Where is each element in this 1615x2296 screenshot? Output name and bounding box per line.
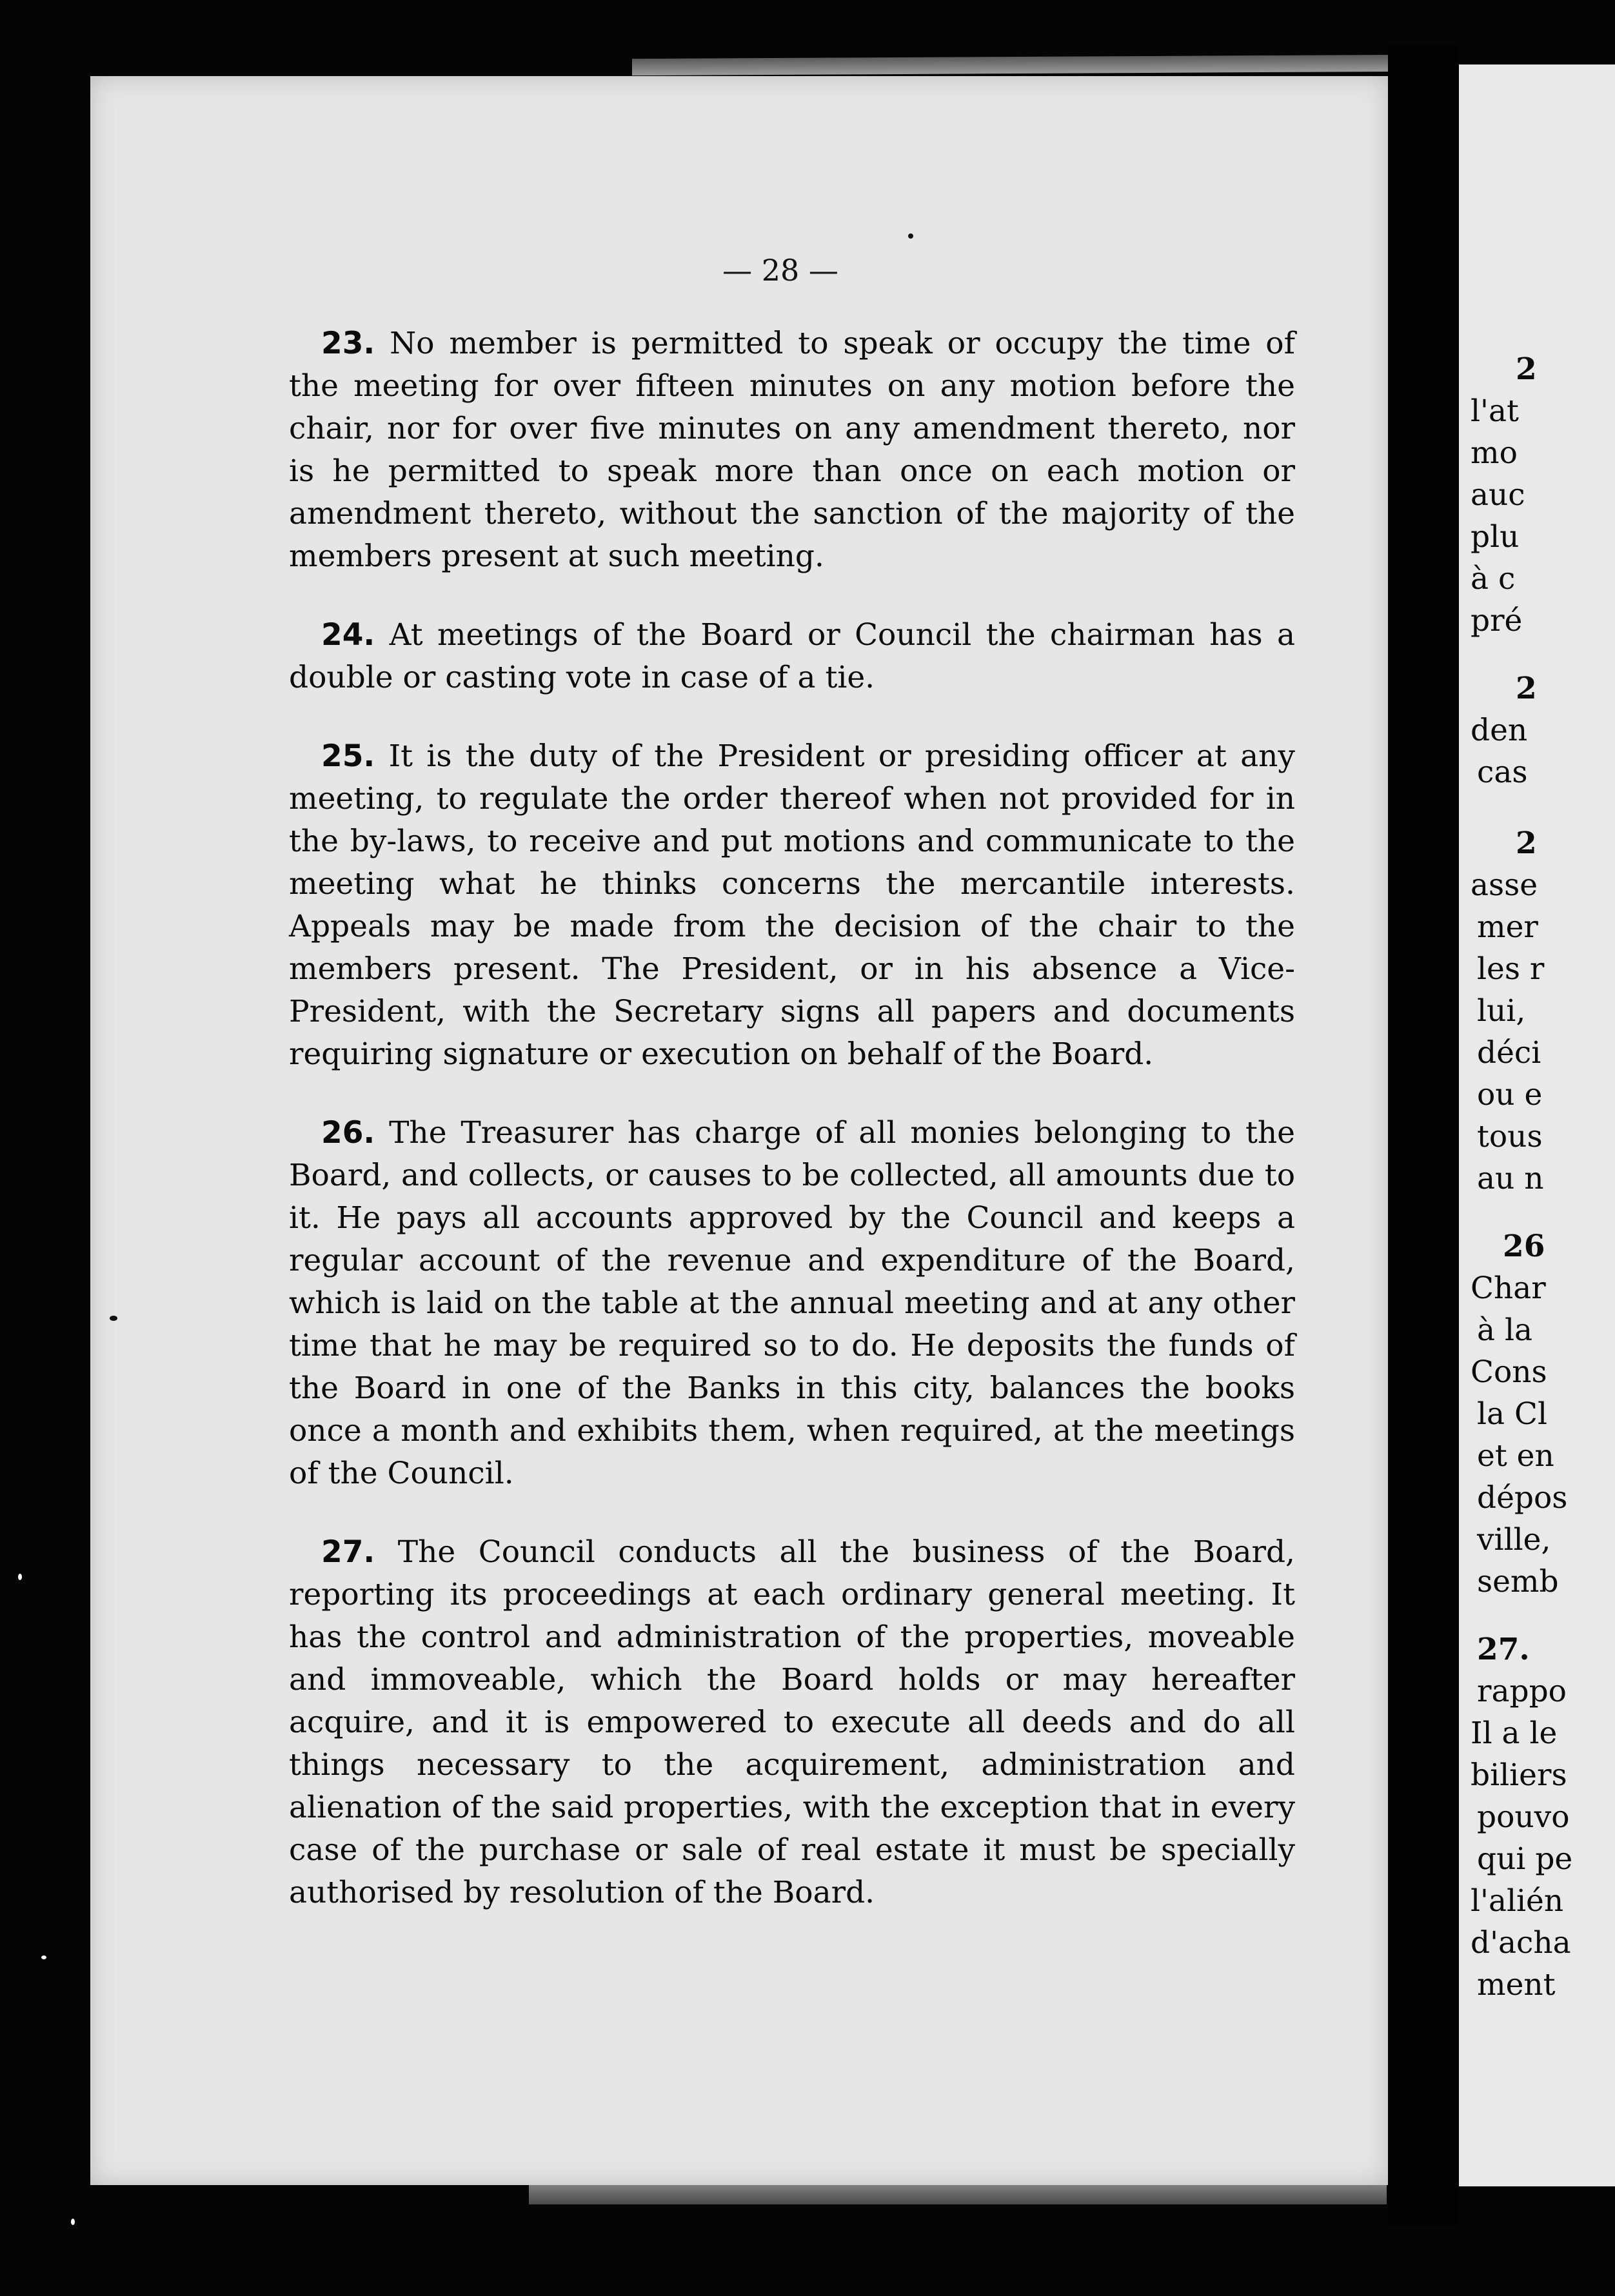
- facing-page-line: Char: [1471, 1271, 1546, 1306]
- paragraph-number: 26.: [321, 1115, 375, 1151]
- facing-page-line: asse: [1471, 867, 1538, 903]
- scan-speck: [110, 1316, 117, 1321]
- paragraph-24: [289, 614, 1295, 699]
- facing-page-line: dépos: [1477, 1480, 1568, 1516]
- facing-page-line: semb: [1477, 1564, 1559, 1599]
- facing-page-line: la Cl: [1477, 1396, 1547, 1432]
- facing-page-line: 26: [1503, 1229, 1545, 1264]
- facing-page-line: à c: [1471, 561, 1516, 597]
- facing-page-line: les r: [1477, 951, 1545, 987]
- paragraph-27: [289, 1531, 1295, 1914]
- paragraph-text: The Council conducts all the business of the Board, reporting its proceedings at each ordinary general meeting. It has the control and administration of the properties, moveable and immoveable, which the Board holds or may hereafter acquire, and it is empowered to execute all deeds and do all things necessary to the acquirement, administration and alienation of the said properties, with the exception that in every case of the purchase or sale of real estate it must be specially authorised by resolution of the Board.: [289, 1534, 1295, 1910]
- paragraph-23: [289, 322, 1295, 578]
- page-number: — 28 —: [722, 253, 838, 288]
- facing-page-line: plu: [1471, 519, 1520, 555]
- facing-page-line: et en: [1477, 1438, 1554, 1474]
- facing-page-line: tous: [1477, 1119, 1543, 1154]
- facing-page-line: mo: [1471, 435, 1518, 471]
- facing-page-line: qui pe: [1477, 1841, 1573, 1877]
- facing-page-line: d'acha: [1471, 1925, 1571, 1961]
- paragraph-number: 25.: [321, 738, 375, 774]
- paragraph-number: 23.: [321, 326, 375, 361]
- facing-page-line: mer: [1477, 909, 1538, 945]
- book-gutter: [1388, 45, 1459, 2225]
- scan-speck: [18, 1574, 22, 1580]
- facing-page-line: pouvo: [1477, 1799, 1570, 1835]
- facing-page-line: pré: [1471, 603, 1523, 638]
- facing-page-line: ou e: [1477, 1077, 1543, 1113]
- facing-page-line: à la: [1477, 1312, 1533, 1348]
- facing-page-line: l'alién: [1471, 1883, 1564, 1919]
- facing-page-line: Il a le: [1471, 1716, 1558, 1751]
- paragraph-text: It is the duty of the President or presiding officer at any meeting, to regulate the order thereof when not provided for in the by-laws, to receive and put motions and communicate to the meeting what he thinks concerns the mercantile interests. Appeals may be made from the decision of the chair to the members present. The President, or in his absence a Vice-President, with the Secretary signs all papers and documents requiring signature or execution on behalf of the Board.: [289, 738, 1295, 1072]
- facing-page-line: ment: [1477, 1967, 1556, 2003]
- paragraph-text: No member is permitted to speak or occupy the time of the meeting for over fifteen minutes on any motion before the chair, nor for over five minutes on any amendment thereto, nor is he permitted to speak more than once on each motion or amendment thereto, without the sanction of the majority of the members present at such meeting.: [289, 326, 1295, 574]
- facing-page-line: rappo: [1477, 1674, 1567, 1709]
- facing-page-line: l'at: [1471, 393, 1519, 429]
- paragraph-text: At meetings of the Board or Council the chairman has a double or casting vote in case of a tie.: [289, 617, 1295, 695]
- scan-speck: [71, 2219, 75, 2225]
- facing-page-line: 27.: [1477, 1632, 1530, 1667]
- facing-page: [1459, 64, 1615, 2186]
- scan-speck: [908, 233, 913, 239]
- facing-page-line: auc: [1471, 477, 1525, 513]
- paragraph-26: [289, 1112, 1295, 1495]
- paragraph-25: [289, 735, 1295, 1076]
- facing-page-line: Cons: [1471, 1354, 1547, 1390]
- facing-page-line: au n: [1477, 1161, 1544, 1196]
- paragraph-number: 27.: [321, 1534, 375, 1570]
- scan-speck: [41, 1955, 46, 1959]
- facing-page-line: den: [1471, 713, 1528, 748]
- body-text: [289, 322, 1295, 1950]
- facing-page-line: lui,: [1477, 993, 1526, 1029]
- page-top-edge: [632, 55, 1406, 75]
- paragraph-number: 24.: [321, 617, 375, 653]
- paragraph-text: The Treasurer has charge of all monies belonging to the Board, and collects, or causes to be collected, all amounts due to it. He pays all accounts approved by the Council and keeps a regular account of the revenue and expenditure of the Board, which is laid on the table at the annual meeting and at any other time that he may be required so to do. He deposits the funds of the Board in one of the Banks in this city, balances the books once a month and exhibits them, when required, at the meetings of the Council.: [289, 1115, 1295, 1491]
- facing-page-line: biliers: [1471, 1757, 1567, 1793]
- facing-page-line: cas: [1477, 755, 1528, 790]
- facing-page-line: 2: [1516, 671, 1537, 706]
- facing-page-line: 2: [1516, 351, 1537, 387]
- facing-page-line: 2: [1516, 826, 1537, 861]
- facing-page-line: ville,: [1477, 1522, 1551, 1558]
- facing-page-line: déci: [1477, 1035, 1541, 1071]
